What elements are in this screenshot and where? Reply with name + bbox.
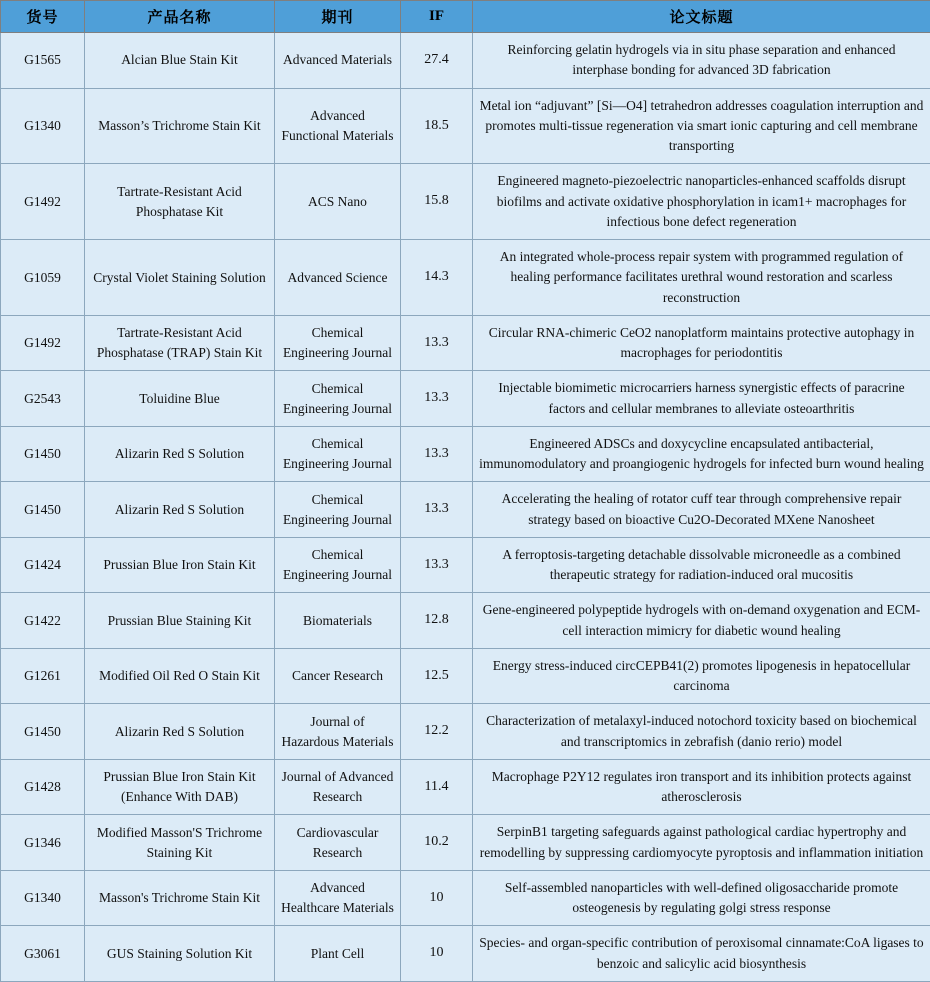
cell-product-name: GUS Staining Solution Kit	[85, 926, 275, 982]
cell-paper-title: Injectable biomimetic microcarriers harness synergistic effects of paracrine factors and cellular membranes to alleviate osteoarthritis	[473, 371, 930, 427]
cell-product-name: Toluidine Blue	[85, 371, 275, 427]
cell-code: G1450	[1, 482, 85, 538]
cell-code: G1565	[1, 33, 85, 89]
column-header-journal: 期刊	[275, 1, 401, 33]
cell-code: G1492	[1, 164, 85, 240]
cell-product-name: Modified Masson'S Trichrome Staining Kit	[85, 815, 275, 871]
cell-code: G1059	[1, 240, 85, 316]
cell-product-name: Masson's Trichrome Stain Kit	[85, 870, 275, 926]
cell-paper-title: Energy stress-induced circCEPB41(2) promotes lipogenesis in hepatocellular carcinoma	[473, 648, 930, 704]
cell-product-name: Modified Oil Red O Stain Kit	[85, 648, 275, 704]
cell-code: G2543	[1, 371, 85, 427]
cell-paper-title: Engineered ADSCs and doxycycline encapsulated antibacterial, immunomodulatory and proangiogenic hydrogels for infected burn wound healing	[473, 426, 930, 482]
cell-journal: Chemical Engineering Journal	[275, 315, 401, 371]
table-row	[1, 482, 930, 538]
cell-product-name: Alizarin Red S Solution	[85, 426, 275, 482]
column-header-impact-factor: IF	[401, 1, 473, 33]
cell-journal: Advanced Materials	[275, 33, 401, 89]
cell-impact-factor: 12.8	[401, 593, 473, 649]
cell-paper-title: Macrophage P2Y12 regulates iron transport and its inhibition protects against atherosclerosis	[473, 759, 930, 815]
cell-code: G1450	[1, 704, 85, 760]
cell-journal: Chemical Engineering Journal	[275, 537, 401, 593]
cell-paper-title: Gene-engineered polypeptide hydrogels with on-demand oxygenation and ECM-cell interaction mimicry for diabetic wound healing	[473, 593, 930, 649]
cell-code: G1424	[1, 537, 85, 593]
cell-product-name: Alizarin Red S Solution	[85, 704, 275, 760]
table-row	[1, 164, 930, 240]
cell-code: G1492	[1, 315, 85, 371]
cell-code: G1340	[1, 870, 85, 926]
table-row	[1, 593, 930, 649]
cell-impact-factor: 27.4	[401, 33, 473, 89]
cell-impact-factor: 14.3	[401, 240, 473, 316]
cell-paper-title: Species- and organ-specific contribution of peroxisomal cinnamate:CoA ligases to benzoic and salicylic acid biosynthesis	[473, 926, 930, 982]
cell-code: G1346	[1, 815, 85, 871]
cell-code: G3061	[1, 926, 85, 982]
cell-product-name: Prussian Blue Iron Stain Kit (Enhance With DAB)	[85, 759, 275, 815]
cell-impact-factor: 18.5	[401, 88, 473, 164]
table-row	[1, 315, 930, 371]
table-row	[1, 240, 930, 316]
table-row	[1, 704, 930, 760]
cell-impact-factor: 11.4	[401, 759, 473, 815]
cell-product-name: Masson’s Trichrome Stain Kit	[85, 88, 275, 164]
cell-paper-title: Self-assembled nanoparticles with well-defined oligosaccharide promote osteogenesis by regulating golgi stress response	[473, 870, 930, 926]
cell-journal: Chemical Engineering Journal	[275, 426, 401, 482]
cell-journal: Chemical Engineering Journal	[275, 482, 401, 538]
cell-impact-factor: 10	[401, 870, 473, 926]
cell-code: G1261	[1, 648, 85, 704]
cell-impact-factor: 13.3	[401, 315, 473, 371]
cell-product-name: Tartrate-Resistant Acid Phosphatase (TRAP) Stain Kit	[85, 315, 275, 371]
cell-journal: Chemical Engineering Journal	[275, 371, 401, 427]
cell-paper-title: An integrated whole-process repair system with programmed regulation of healing performance facilitates urethral wound restoration and scarless reconstruction	[473, 240, 930, 316]
cell-product-name: Crystal Violet Staining Solution	[85, 240, 275, 316]
cell-impact-factor: 10.2	[401, 815, 473, 871]
cell-paper-title: Engineered magneto-piezoelectric nanoparticles-enhanced scaffolds disrupt biofilms and activate oxidative phosphorylation in icam1+ macrophages for infectious bone defect regeneration	[473, 164, 930, 240]
table-body	[1, 33, 930, 982]
cell-code: G1450	[1, 426, 85, 482]
cell-journal: Biomaterials	[275, 593, 401, 649]
cell-paper-title: Accelerating the healing of rotator cuff tear through comprehensive repair strategy based on bioactive Cu2O-Decorated MXene Nanosheet	[473, 482, 930, 538]
table-row	[1, 815, 930, 871]
cell-journal: Advanced Healthcare Materials	[275, 870, 401, 926]
cell-impact-factor: 13.3	[401, 371, 473, 427]
cell-code: G1422	[1, 593, 85, 649]
cell-impact-factor: 12.2	[401, 704, 473, 760]
cell-impact-factor: 13.3	[401, 426, 473, 482]
table-row	[1, 537, 930, 593]
cell-code: G1428	[1, 759, 85, 815]
cell-paper-title: Circular RNA-chimeric CeO2 nanoplatform maintains protective autophagy in macrophages for periodontitis	[473, 315, 930, 371]
cell-journal: Advanced Functional Materials	[275, 88, 401, 164]
cell-product-name: Prussian Blue Staining Kit	[85, 593, 275, 649]
cell-journal: Journal of Hazardous Materials	[275, 704, 401, 760]
cell-paper-title: Metal ion “adjuvant” [Si—O4] tetrahedron addresses coagulation interruption and promotes multi-tissue regeneration via smart ionic capturing and cell membrane transporting	[473, 88, 930, 164]
table-header	[1, 1, 930, 33]
cell-product-name: Alizarin Red S Solution	[85, 482, 275, 538]
column-header-paper-title: 论文标题	[473, 1, 930, 33]
cell-code: G1340	[1, 88, 85, 164]
cell-journal: Cardiovascular Research	[275, 815, 401, 871]
cell-paper-title: Characterization of metalaxyl-induced notochord toxicity based on biochemical and transcriptomics in zebrafish (danio rerio) model	[473, 704, 930, 760]
column-header-code: 货号	[1, 1, 85, 33]
cell-impact-factor: 15.8	[401, 164, 473, 240]
table-row	[1, 926, 930, 982]
cell-impact-factor: 10	[401, 926, 473, 982]
cell-paper-title: Reinforcing gelatin hydrogels via in situ phase separation and enhanced interphase bonding for advanced 3D fabrication	[473, 33, 930, 89]
cell-paper-title: SerpinB1 targeting safeguards against pathological cardiac hypertrophy and remodelling by suppressing cardiomyocyte pyroptosis and inflammation initiation	[473, 815, 930, 871]
cell-impact-factor: 12.5	[401, 648, 473, 704]
cell-journal: Journal of Advanced Research	[275, 759, 401, 815]
table-row	[1, 33, 930, 89]
cell-journal: ACS Nano	[275, 164, 401, 240]
table-row	[1, 371, 930, 427]
cell-impact-factor: 13.3	[401, 482, 473, 538]
cell-journal: Cancer Research	[275, 648, 401, 704]
table-row	[1, 648, 930, 704]
table-row	[1, 759, 930, 815]
cell-product-name: Alcian Blue Stain Kit	[85, 33, 275, 89]
cell-product-name: Tartrate-Resistant Acid Phosphatase Kit	[85, 164, 275, 240]
cell-paper-title: A ferroptosis-targeting detachable dissolvable microneedle as a combined therapeutic strategy for radiation-induced oral mucositis	[473, 537, 930, 593]
cell-impact-factor: 13.3	[401, 537, 473, 593]
cell-product-name: Prussian Blue Iron Stain Kit	[85, 537, 275, 593]
cell-journal: Plant Cell	[275, 926, 401, 982]
table-row	[1, 426, 930, 482]
table-row	[1, 88, 930, 164]
table-row	[1, 870, 930, 926]
column-header-product-name: 产品名称	[85, 1, 275, 33]
table-header-row	[1, 1, 930, 33]
cell-journal: Advanced Science	[275, 240, 401, 316]
